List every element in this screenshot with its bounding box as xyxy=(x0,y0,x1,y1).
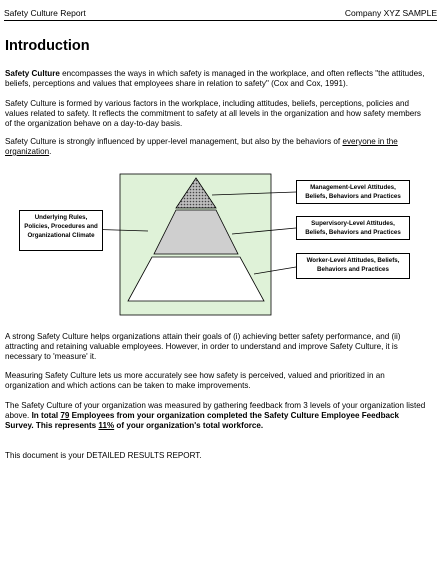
everyone-underlined: everyone in the organization xyxy=(5,137,398,156)
safety-culture-term: Safety Culture xyxy=(5,69,60,78)
intro-paragraph-3 xyxy=(5,137,427,157)
body-paragraph-3 xyxy=(5,401,427,431)
survey-intro-text: The Safety Culture of your organization was measured by gathering feedback from 3 levels of your organization listed above. xyxy=(5,401,426,420)
intro-p3-end: . xyxy=(49,147,52,156)
management-level-box: Management-Level Attitudes, Beliefs, Behaviors and Practices xyxy=(296,180,410,204)
body-paragraph-1: A strong Safety Culture helps organizations attain their goals of (i) achieving better safety performance, and (ii) attracting and retaining valuable employees. However, in order to understand and improve Safety Culture, it is necessary to 'measure' it. xyxy=(5,332,401,361)
survey-completion-text: Employees from your organization completed the Safety Culture Employee Feedback Survey. This represents xyxy=(5,411,400,430)
body-paragraph-2: Measuring Safety Culture lets us more accurately see how safety is perceived, valued and prioritized in an organization and which actions can be taken to make improvements. xyxy=(5,371,385,390)
intro-p1-text: encompasses the ways in which safety is managed in the workplace, and often reflects "the attitudes, beliefs, perceptions and values that employees share in relation to safety" (Cox and Cox, 1991). xyxy=(5,69,425,88)
worker-tier xyxy=(128,257,264,301)
safety-pyramid-diagram xyxy=(0,170,441,320)
company-name-header: Company XYZ SAMPLE xyxy=(344,8,437,18)
body-paragraph-4: This document is your DETAILED RESULTS REPORT. xyxy=(5,451,202,460)
intro-paragraph-2: Safety Culture is formed by various factors in the workplace, including attitudes, beliefs, perceptions, policies and values related to safety. It reflects the commitment to safety at all levels in the organization and how safety members of the organization behave on a day-to-day basis. xyxy=(5,99,421,128)
underlying-rules-box: Underlying Rules, Policies, Procedures and Organizational Climate xyxy=(19,210,103,251)
intro-p3-text: Safety Culture is strongly influenced by upper-level management, but also by the behaviors of xyxy=(5,137,343,146)
workforce-percentage: 11% xyxy=(98,421,115,430)
survey-total-lead: In total xyxy=(31,411,61,420)
survey-total-text xyxy=(5,411,399,430)
employee-count: 79 xyxy=(60,411,70,420)
section-heading: Introduction xyxy=(5,38,90,54)
intro-paragraph-1 xyxy=(5,69,427,89)
report-title-header: Safety Culture Report xyxy=(4,8,86,18)
survey-workforce-text: of your organization's total workforce. xyxy=(114,421,264,430)
page-header xyxy=(4,8,437,21)
worker-level-box: Worker-Level Attitudes, Beliefs, Behaviors and Practices xyxy=(296,253,410,279)
supervisory-level-box: Supervisory-Level Attitudes, Beliefs, Behaviors and Practices xyxy=(296,216,410,240)
